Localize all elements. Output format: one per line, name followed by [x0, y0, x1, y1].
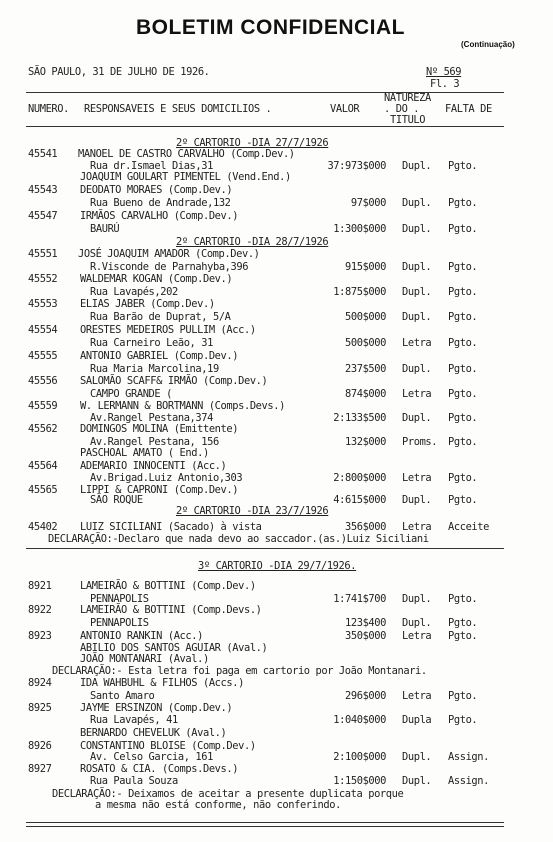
entry-text: Rua Maria Marcolina,19 — [90, 363, 219, 375]
entry-text: IRMÃOS CARVALHO (Comp.Dev.) — [80, 210, 239, 222]
entry-title-type: Letra — [402, 472, 432, 484]
entry-text: JOAQUIM GOULART PIMENTEL (Vend.End.) — [80, 171, 291, 183]
entry-number: 8925 — [28, 702, 52, 714]
entry-title-type: Letra — [402, 521, 432, 533]
entry-reason: Pgto. — [448, 714, 478, 726]
footer-rule-1 — [26, 822, 504, 823]
entry-title-type: Dupl. — [402, 617, 432, 629]
entry-value: 123$400 — [345, 617, 386, 629]
entry-reason: Pgto. — [448, 617, 478, 629]
entry-text: DEODATO MORAES (Comp.Dev.) — [80, 184, 233, 196]
entry-title-type: Dupl. — [402, 494, 432, 506]
entry-reason: Pgto. — [448, 593, 478, 605]
entry-text: Rua Lavapés, 41 — [90, 714, 178, 726]
entry-text: Rua Carneiro Leão, 31 — [90, 337, 213, 349]
entry-text: MANOEL DE CASTRO CARVALHO (Comp.Dev.) — [78, 148, 295, 160]
section-divider — [26, 548, 504, 549]
entry-value: 132$000 — [345, 436, 386, 448]
entry-title-type: Dupl. — [402, 261, 432, 273]
entry-reason: Pgto. — [448, 363, 478, 375]
entry-title-type: Dupl. — [402, 751, 432, 763]
entry-text: Rua Paula Souza — [90, 775, 178, 787]
entry-title-type: Dupl. — [402, 160, 432, 172]
entry-number: 8924 — [28, 677, 52, 689]
section-heading: 2º CARTORIO -DIA 23/7/1926 — [176, 505, 329, 517]
date-line: SÃO PAULO, 31 DE JULHO DE 1926. — [28, 66, 210, 78]
bulletin-number: Nº 569 — [426, 66, 462, 78]
entry-text: IDA WAHBUHL & FILHOS (Accs.) — [80, 677, 244, 689]
entry-reason: Pgto. — [448, 311, 478, 323]
entry-text: PENNAPOLIS — [90, 617, 149, 629]
entry-number: 8923 — [28, 630, 52, 642]
entry-text: Rua Lavapés,202 — [90, 286, 178, 298]
entry-number: 45555 — [28, 350, 58, 362]
entry-title-type: Letra — [402, 337, 432, 349]
continuation-label: (Continuação) — [461, 40, 515, 49]
entry-text: PASCHOAL AMATO ( End.) — [80, 447, 209, 459]
entry-text: ORESTES MEDEIROS PULLIM (Acc.) — [80, 324, 256, 336]
entry-number: 8922 — [28, 604, 52, 616]
entry-text: R.Visconde de Parnahyba,396 — [90, 261, 249, 273]
entry-text: W. LERMANN & BORTMANN (Comps.Devs.) — [80, 400, 285, 412]
entry-title-type: Dupl. — [402, 593, 432, 605]
entry-text: CONSTANTINO BLOISE (Comp.Dev.) — [80, 740, 256, 752]
entry-value: 97$000 — [350, 197, 386, 209]
entry-text: LAMEIRÃO & BOTTINI (Comp.Dev.) — [80, 580, 256, 592]
entry-reason: Pgto. — [448, 160, 478, 172]
entry-number: 45551 — [28, 248, 58, 260]
col-responsaveis: RESPONSAVEIS E SEUS DOMICILIOS . — [84, 103, 272, 115]
entry-text: CAMPO GRANDE ( — [90, 388, 172, 400]
entry-number: 45553 — [28, 298, 58, 310]
col-natureza-3: TITULO — [390, 114, 426, 126]
entry-title-type: Dupl. — [402, 311, 432, 323]
entry-reason: Pgto. — [448, 472, 478, 484]
col-numero: NUMERO. — [28, 103, 69, 115]
entry-value: 237$500 — [345, 363, 386, 375]
entry-number: 45554 — [28, 324, 58, 336]
entry-value: 296$000 — [345, 690, 386, 702]
header-rule-top — [26, 92, 504, 93]
entry-reason: Pgto. — [448, 412, 478, 424]
entry-number: 45564 — [28, 460, 58, 472]
entry-value: 37:973$000 — [327, 160, 386, 172]
entry-text: SÃO ROQUE — [90, 494, 143, 506]
entry-value: 2:133$500 — [333, 412, 386, 424]
entry-reason: Acceite — [448, 521, 489, 533]
entry-text: BAURÚ — [90, 223, 120, 235]
entry-value: 1:040$000 — [333, 714, 386, 726]
entry-number: 45556 — [28, 375, 58, 387]
entry-text: Av. Celso Garcia, 161 — [90, 751, 213, 763]
entry-text: ABILIO DOS SANTOS AGUIAR (Aval.) — [80, 642, 268, 654]
col-falta: FALTA DE — [445, 103, 492, 115]
entry-value: 500$000 — [345, 311, 386, 323]
entry-text: ANTONIO RANKIN (Acc.) — [80, 630, 203, 642]
entry-title-type: Letra — [402, 630, 432, 642]
entry-title-type: Letra — [402, 388, 432, 400]
entry-reason: Pgto. — [448, 690, 478, 702]
entry-text: BERNARDO CHEVELUK (Aval.) — [80, 727, 227, 739]
entry-text: JOSÉ JOAQUIM AMADOR (Comp.Dev.) — [78, 248, 260, 260]
entry-text: LAMEIRÃO & BOTTINI (Comp.Devs.) — [80, 604, 262, 616]
col-natureza-1: NATUREZA — [384, 92, 431, 104]
header-rule-bottom — [26, 126, 504, 127]
entry-reason: Pgto. — [448, 197, 478, 209]
entry-title-type: Dupla — [402, 714, 432, 726]
entry-title-type: Dupl. — [402, 223, 432, 235]
footer-rule-2 — [26, 826, 504, 827]
entry-reason: Pgto. — [448, 286, 478, 298]
entry-value: 1:150$000 — [333, 775, 386, 787]
entry-reason: Assign. — [448, 775, 489, 787]
entry-reason: Pgto. — [448, 223, 478, 235]
entry-value: 1:741$700 — [333, 593, 386, 605]
entry-value: 500$000 — [345, 337, 386, 349]
section-heading: 2º CARTORIO -DIA 28/7/1926 — [176, 236, 329, 248]
entry-text: Av.Brigad.Luiz Antonio,303 — [90, 472, 243, 484]
entry-reason: Pgto. — [448, 388, 478, 400]
entry-text: Rua dr.Ismael Dias,31 — [90, 160, 213, 172]
entry-reason: Pgto. — [448, 261, 478, 273]
entry-title-type: Proms. — [402, 436, 438, 448]
entry-text: PENNAPOLIS — [90, 593, 149, 605]
entry-text: LUIZ SICILIANI (Sacado) à vista — [80, 521, 262, 533]
entry-text: JOÃO MONTANARI (Aval.) — [80, 653, 209, 665]
entry-value: 874$000 — [345, 388, 386, 400]
entry-number: 45562 — [28, 423, 58, 435]
entry-reason: Pgto. — [448, 494, 478, 506]
entry-text: WALDEMAR KOGAN (Comp.Dev.) — [80, 273, 233, 285]
entry-reason: Pgto. — [448, 337, 478, 349]
entry-number: 45547 — [28, 210, 58, 222]
entry-reason: Pgto. — [448, 630, 478, 642]
entry-title-type: Dupl. — [402, 286, 432, 298]
entry-value: 356$000 — [345, 521, 386, 533]
entry-value: 2:800$000 — [333, 472, 386, 484]
entry-number: 45543 — [28, 184, 58, 196]
section-heading: 3º CARTORIO -DIA 29/7/1926. — [198, 560, 357, 572]
entry-value: 1:300$000 — [333, 223, 386, 235]
entry-text: DOMINGOS MOLINA (Emittente) — [80, 423, 239, 435]
entry-reason: Assign. — [448, 751, 489, 763]
entry-text: ROSATO & CIA. (Comps.Devs.) — [80, 763, 239, 775]
declaration-text: DECLARAÇÃO:- Deixamos de aceitar a presente duplicata porque — [52, 788, 404, 800]
entry-title-type: Dupl. — [402, 412, 432, 424]
entry-title-type: Dupl. — [402, 363, 432, 375]
entry-number: 45402 — [28, 521, 58, 533]
entry-title-type: Letra — [402, 690, 432, 702]
sheet-number: Fl. 3 — [430, 78, 460, 90]
entry-text: Rua Barão de Duprat, 5/A — [90, 311, 231, 323]
section-heading: 2º CARTORIO -DIA 27/7/1926 — [176, 137, 329, 149]
entry-value: 915$000 — [345, 261, 386, 273]
entry-text: ADEMARIO INNOCENTI (Acc.) — [80, 460, 227, 472]
entry-number: 45565 — [28, 484, 58, 496]
entry-text: Av.Rangel Pestana,374 — [90, 412, 213, 424]
entry-text: SALOMÃO SCAFF& IRMÃO (Comp.Dev.) — [80, 375, 268, 387]
entry-number: 45552 — [28, 273, 58, 285]
entry-text: JAYME ERSINZON (Comp.Dev.) — [80, 702, 233, 714]
declaration-text: DECLARAÇÃO:-Declaro que nada devo ao saccador.(as.)Luiz Siciliani — [48, 533, 429, 545]
col-valor: VALOR — [330, 103, 360, 115]
entry-value: 1:875$000 — [333, 286, 386, 298]
entry-number: 45541 — [28, 148, 58, 160]
entry-value: 4:615$000 — [333, 494, 386, 506]
entry-text: Rua Bueno de Andrade,132 — [90, 197, 231, 209]
document-title: BOLETIM CONFIDENCIAL — [136, 16, 405, 39]
entry-text: Av.Rangel Pestana, 156 — [90, 436, 219, 448]
entry-value: 2:100$000 — [333, 751, 386, 763]
declaration-text: DECLARAÇÃO:- Esta letra foi paga em cartorio por João Montanari. — [52, 665, 427, 677]
entry-text: LIPPI & CAPRONI (Comp.Dev.) — [80, 484, 239, 496]
entry-reason: Pgto. — [448, 436, 478, 448]
entry-text: ELIAS JABER (Comp.Dev.) — [80, 298, 215, 310]
entry-title-type: Dupl. — [402, 775, 432, 787]
entry-text: Santo Amaro — [90, 690, 155, 702]
entry-number: 8921 — [28, 580, 52, 592]
entry-value: 350$000 — [345, 630, 386, 642]
col-natureza-2: . DO . — [384, 103, 420, 115]
entry-number: 8927 — [28, 763, 52, 775]
entry-title-type: Dupl. — [402, 197, 432, 209]
entry-number: 45559 — [28, 400, 58, 412]
entry-text: ANTONIO GABRIEL (Comp.Dev.) — [80, 350, 239, 362]
entry-text: a mesma não está conforme, não conferindo. — [95, 799, 341, 811]
entry-number: 8926 — [28, 740, 52, 752]
